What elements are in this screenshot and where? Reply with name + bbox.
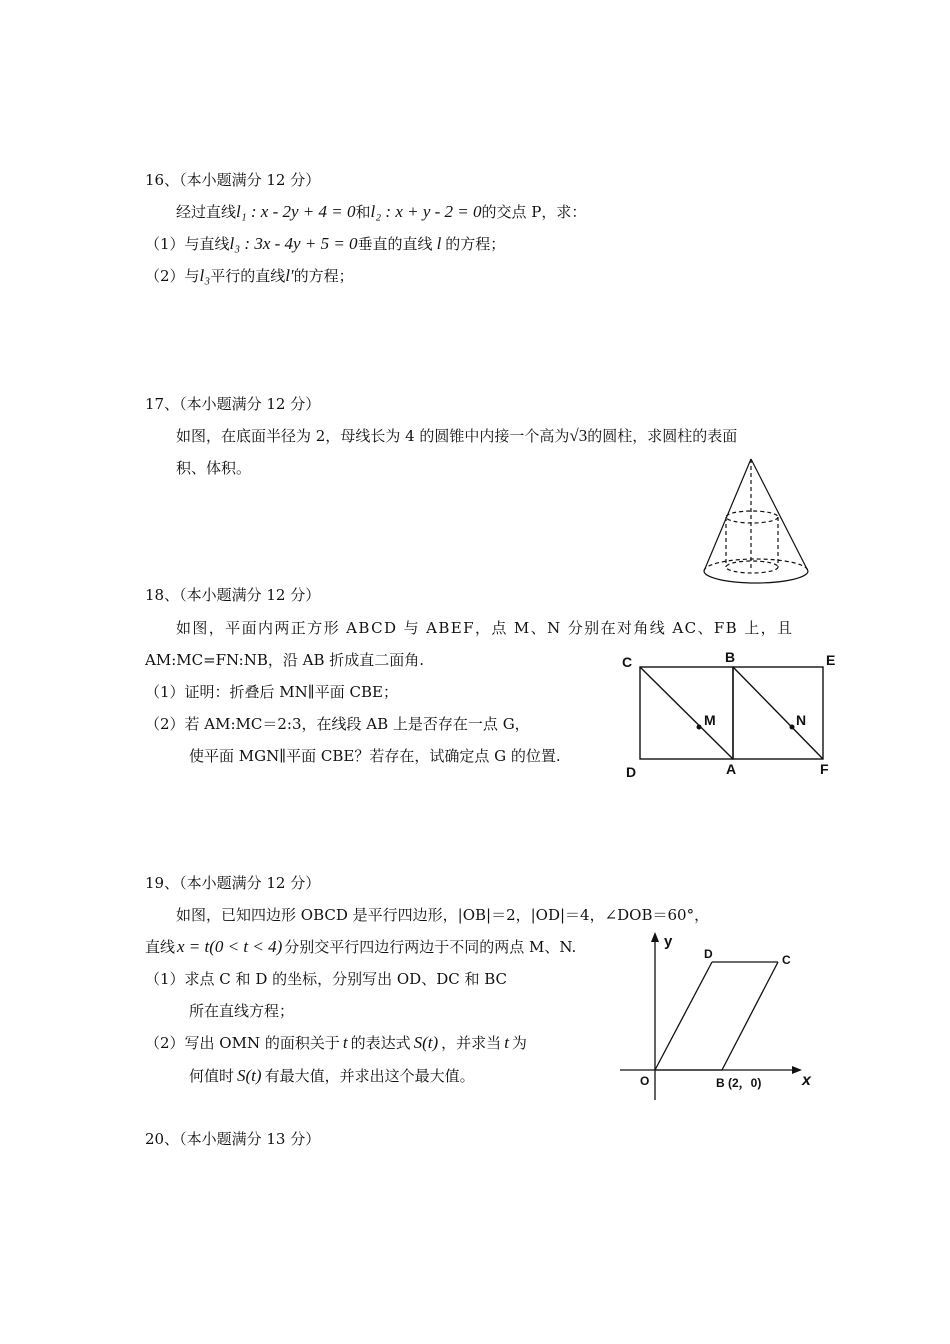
label-d: D [704,947,713,961]
q19-header: 19、（本小题满分 12 分） [145,874,321,892]
q17-line2: 积、体积。 [176,459,252,477]
eq-l2: l₂ : x + y - 2 = 0 [370,202,482,221]
label-b: B [725,649,736,665]
q17-sqrt3: √3 [569,426,588,445]
q16-intro-and: 和 [355,203,371,221]
q19-line1: 如图，已知四边形 OBCD 是平行四边形，|OB|＝2，|OD|＝4，∠DOB＝60°， [176,906,710,924]
q16-p1-a: （1）与直线 [145,235,230,253]
q19-line2-eq: x = t(0 < t < 4) [177,937,283,956]
q18-part2b: 使平面 MGN∥平面 CBE？若存在，试确定点 G 的位置. [189,747,561,765]
label-e: E [826,652,836,668]
q18-line2: AM:MC=FN:NB，沿 AB 折成直二面角. [145,651,425,669]
q16-intro [176,202,586,222]
q18-part2a: （2）若 AM:MC＝2:3，在线段 AB 上是否存在一点 G， [145,715,530,733]
eq-l1: l₁ : x - 2y + 4 = 0 [236,202,356,221]
point-n [790,725,795,730]
q19-part1a: （1）求点 C 和 D 的坐标，分别写出 OD、DC 和 BC [145,970,508,988]
q17-line1 [176,426,737,446]
label-x: x [802,1072,811,1089]
q16-p2-a: （2）与 [145,267,200,285]
q19-part2b [189,1066,475,1086]
q16-part2 [145,266,354,286]
point-m [697,725,702,730]
diagonal-fb [733,667,823,759]
q19-p2a-3: ，并求当 [441,1034,502,1052]
label-d: D [626,764,637,780]
q17-line1-b: 的圆柱，求圆柱的表面 [587,427,738,445]
label-c: C [622,654,633,670]
q19-line2-b: 分别交平行四边行两边于不同的两点 M、N. [284,938,577,956]
q19-p2a-4: 为 [511,1034,527,1052]
q19-p2b-1: 何值时 [189,1067,235,1085]
squares-figure [610,645,845,785]
q16-p1-b: 垂直的直线 [357,235,433,253]
cylinder-top [726,511,778,523]
q19-p2b-2: 有最大值，并求出这个最大值。 [264,1067,475,1085]
q17-line1-a: 如图，在底面半径为 2，母线长为 4 的圆锥中内接一个高为 [176,427,570,445]
q17-header: 17、（本小题满分 12 分） [145,395,321,413]
q16-p2-c: 的方程； [293,267,354,285]
q19-part1b: 所在直线方程； [189,1002,295,1020]
q19-p2a-2: 的表达式 [350,1034,411,1052]
q19-p2b-s: S(t) [237,1066,262,1085]
q16-p2-b: 平行的直线 [210,267,286,285]
label-b: B (2，0) [716,1076,762,1090]
label-y: y [664,933,673,950]
eq-l3: l₃ : 3x - 4y + 5 = 0 [229,234,358,253]
q19-p2a-s: S(t) [413,1033,439,1052]
x-axis-arrow [792,1066,802,1074]
label-a: A [726,761,737,777]
q19-p2a-t: t [342,1033,348,1052]
cylinder-bottom [726,561,778,573]
q19-part2a [145,1033,527,1053]
y-axis-arrow [651,932,659,942]
q16-p1-c: 的方程； [445,235,506,253]
side-bc [722,962,778,1070]
label-m: M [704,712,716,728]
q16-part1 [145,234,505,254]
cone-figure [696,455,814,587]
q16-p2-l3: l₃ [199,266,211,285]
q16-p1-l: l [436,234,442,253]
diagonal-ac [640,667,733,759]
q16-intro-b: 的交点 P，求： [481,203,587,221]
q16-header: 16、（本小题满分 12 分） [145,171,321,189]
q19-line2 [145,937,576,957]
cone-right-generatrix [751,459,808,571]
side-od [655,962,712,1070]
label-n: N [796,712,807,728]
label-o: O [640,1074,650,1088]
label-c: C [782,953,791,967]
q19-line2-a: 直线 [145,938,176,956]
q19-p2a-1: （2）写出 OMN 的面积关于 [145,1034,340,1052]
q18-line1: 如图，平面内两正方形 ABCD 与 ABEF，点 M、N 分别在对角线 AC、FB 上，且 [176,619,794,637]
q18-part1: （1）证明：折叠后 MN∥平面 CBE； [145,683,398,701]
q19-p2a-t2: t [504,1033,509,1052]
q16-intro-a: 经过直线 [176,203,237,221]
q20-header: 20、（本小题满分 13 分） [145,1130,321,1148]
q16-p2-lp: l′ [285,266,294,285]
q18-header: 18、（本小题满分 12 分） [145,586,321,604]
parallelogram-figure [620,928,820,1108]
label-f: F [820,761,829,777]
